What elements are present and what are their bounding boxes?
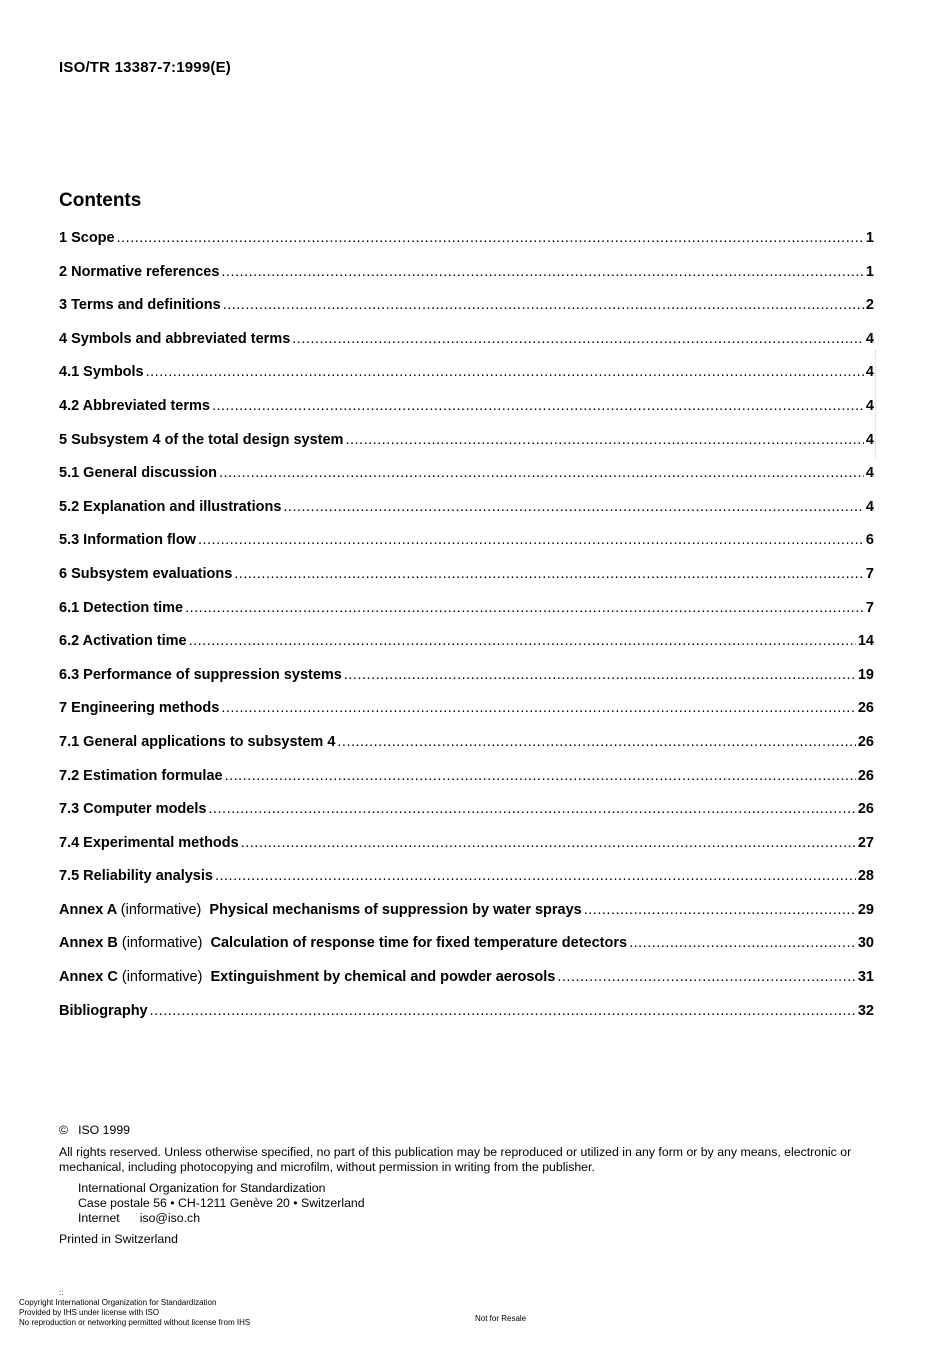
toc-page-number: 4 <box>865 397 874 414</box>
toc-page-number: 19 <box>857 666 874 683</box>
toc-entry-title: 7.4 Experimental methods <box>59 834 239 851</box>
toc-dot-leader <box>215 868 856 884</box>
toc-page-number: 14 <box>857 633 874 650</box>
toc-entry-title: 5.1 General discussion <box>59 465 217 482</box>
rights-statement: All rights reserved. Unless otherwise specified, no part of this publication may be reproduced or utilized in any form or by any means, electronic or mechanical, including photocopying and microfilm, without permission in writing from the publisher. <box>59 1145 852 1174</box>
toc-entry[interactable] <box>59 331 874 365</box>
toc-dot-leader <box>185 600 864 616</box>
toc-entry[interactable] <box>59 835 874 869</box>
toc-entry-title: 4 Symbols and abbreviated terms <box>59 330 291 347</box>
toc-dot-leader <box>221 700 856 716</box>
toc-entry[interactable] <box>59 566 874 600</box>
publisher-address <box>59 1181 874 1226</box>
table-of-contents <box>59 230 874 1036</box>
toc-entry-title: 5.2 Explanation and illustrations <box>59 498 282 515</box>
toc-page-number: 31 <box>857 969 874 986</box>
footer-copyright-line: Copyright International Organization for Standardization <box>19 1298 217 1307</box>
toc-dot-leader <box>189 633 856 649</box>
toc-dot-leader <box>198 532 864 548</box>
toc-entry-title: 5.3 Information flow <box>59 532 196 549</box>
contents-heading: Contents <box>59 190 142 211</box>
toc-entry[interactable] <box>59 297 874 331</box>
toc-entry[interactable] <box>59 633 874 667</box>
toc-entry[interactable] <box>59 902 874 936</box>
toc-page-number: 29 <box>857 901 874 918</box>
toc-entry[interactable] <box>59 667 874 701</box>
toc-entry-title: 7.5 Reliability analysis <box>59 868 213 885</box>
toc-dot-leader <box>223 297 864 313</box>
toc-entry[interactable] <box>59 432 874 466</box>
toc-page-number: 4 <box>865 465 874 482</box>
toc-dot-leader <box>283 499 864 515</box>
toc-page-number: 28 <box>857 868 874 885</box>
toc-page-number: 26 <box>857 767 874 784</box>
toc-entry-title: 6.1 Detection time <box>59 599 184 616</box>
toc-annex-label: Annex A <box>59 901 117 918</box>
toc-dot-leader <box>146 364 864 380</box>
publisher-organization: International Organization for Standardization <box>78 1181 326 1195</box>
toc-entry[interactable] <box>59 398 874 432</box>
copyright-notice <box>59 1123 874 1138</box>
toc-dot-leader <box>337 734 855 750</box>
toc-entry[interactable] <box>59 264 874 298</box>
toc-entry[interactable] <box>59 801 874 835</box>
toc-entry[interactable] <box>59 364 874 398</box>
printed-in: Printed in Switzerland <box>59 1232 178 1246</box>
toc-entry-title: 6 Subsystem evaluations <box>59 565 233 582</box>
toc-entry-title: 4.1 Symbols <box>59 364 144 381</box>
toc-page-number: 7 <box>865 599 874 616</box>
publisher-postal-address: Case postale 56 • CH-1211 Genève 20 • Switzerland <box>78 1196 365 1210</box>
toc-page-number: 2 <box>865 297 874 314</box>
toc-entry[interactable] <box>59 969 874 1003</box>
toc-entry[interactable] <box>59 868 874 902</box>
footer-provided-line: Provided by IHS under license with ISO <box>19 1308 160 1317</box>
toc-dot-leader <box>234 566 864 582</box>
toc-page-number: 26 <box>857 700 874 717</box>
toc-entry[interactable] <box>59 734 874 768</box>
toc-dot-leader <box>212 398 864 414</box>
toc-entry-title <box>59 969 555 985</box>
toc-page-number: 26 <box>857 733 874 750</box>
document-id: ISO/TR 13387-7:1999(E) <box>59 59 231 76</box>
toc-entry-title: 7.3 Computer models <box>59 801 207 818</box>
toc-entry[interactable] <box>59 230 874 264</box>
internet-label: Internet <box>78 1211 120 1225</box>
toc-dot-leader <box>221 264 864 280</box>
toc-entry[interactable] <box>59 465 874 499</box>
toc-page-number: 4 <box>865 498 874 515</box>
toc-entry[interactable] <box>59 499 874 533</box>
copyright-year: ISO 1999 <box>78 1123 131 1137</box>
toc-page-number: 4 <box>865 364 874 381</box>
toc-entry-title: 7.2 Estimation formulae <box>59 767 223 784</box>
toc-entry-title: 7 Engineering methods <box>59 700 220 717</box>
toc-dot-leader <box>117 230 864 246</box>
copyright-block <box>59 1123 874 1247</box>
toc-entry-title: Bibliography <box>59 1002 148 1019</box>
toc-entry-title: 7.1 General applications to subsystem 4 <box>59 733 336 750</box>
toc-dot-leader <box>629 935 856 951</box>
toc-page-number: 32 <box>857 1002 874 1019</box>
toc-page-number: 26 <box>857 801 874 818</box>
toc-entry[interactable] <box>59 1003 874 1037</box>
copyright-symbol: © <box>59 1123 69 1137</box>
internet-email: iso@iso.ch <box>139 1211 201 1225</box>
toc-annex-kind: (informative) <box>121 935 203 952</box>
toc-page-number: 6 <box>865 532 874 549</box>
footer-marks: :: <box>59 1288 64 1297</box>
toc-annex-kind: (informative) <box>121 969 203 986</box>
toc-entry-title: 4.2 Abbreviated terms <box>59 397 210 414</box>
toc-dot-leader <box>292 331 864 347</box>
toc-page-number: 27 <box>857 834 874 851</box>
toc-dot-leader <box>557 969 855 985</box>
toc-page-number: 1 <box>865 230 874 246</box>
footer-not-for-resale: Not for Resale <box>475 1314 527 1323</box>
publisher-internet <box>78 1211 874 1226</box>
toc-page-number: 1 <box>865 263 874 280</box>
license-footer <box>19 1288 250 1328</box>
toc-entry-title <box>59 902 582 918</box>
toc-page-number: 7 <box>865 565 874 582</box>
toc-annex-kind: (informative) <box>120 901 202 918</box>
toc-dot-leader <box>345 432 863 448</box>
toc-entry[interactable] <box>59 600 874 634</box>
toc-dot-leader <box>225 768 856 784</box>
toc-entry[interactable] <box>59 700 874 734</box>
toc-entry-title: 3 Terms and definitions <box>59 297 221 314</box>
toc-entry[interactable] <box>59 768 874 802</box>
toc-entry-title: 1 Scope <box>59 230 115 246</box>
toc-dot-leader <box>241 835 856 851</box>
toc-annex-label: Annex C <box>59 969 118 986</box>
toc-annex-title: Extinguishment by chemical and powder aerosols <box>210 969 556 986</box>
toc-page-number: 4 <box>865 431 874 448</box>
toc-annex-title: Calculation of response time for fixed temperature detectors <box>210 935 628 952</box>
toc-entry[interactable] <box>59 935 874 969</box>
toc-entry-title: 2 Normative references <box>59 263 220 280</box>
toc-page-number: 30 <box>857 935 874 952</box>
toc-entry-title: 6.3 Performance of suppression systems <box>59 666 342 683</box>
toc-entry-title <box>59 935 627 951</box>
footer-reproduction-line: No reproduction or networking permitted without license from IHS <box>19 1318 251 1327</box>
toc-dot-leader <box>219 465 864 481</box>
toc-page-number: 4 <box>865 330 874 347</box>
scan-edge-marks <box>875 350 880 460</box>
toc-dot-leader <box>208 801 855 817</box>
toc-annex-label: Annex B <box>59 935 118 952</box>
toc-dot-leader <box>344 667 856 683</box>
toc-entry-title: 6.2 Activation time <box>59 633 187 650</box>
toc-dot-leader <box>150 1003 856 1019</box>
toc-entry-title: 5 Subsystem 4 of the total design system <box>59 431 344 448</box>
toc-annex-title: Physical mechanisms of suppression by water sprays <box>209 901 582 918</box>
toc-dot-leader <box>584 902 856 918</box>
toc-entry[interactable] <box>59 532 874 566</box>
